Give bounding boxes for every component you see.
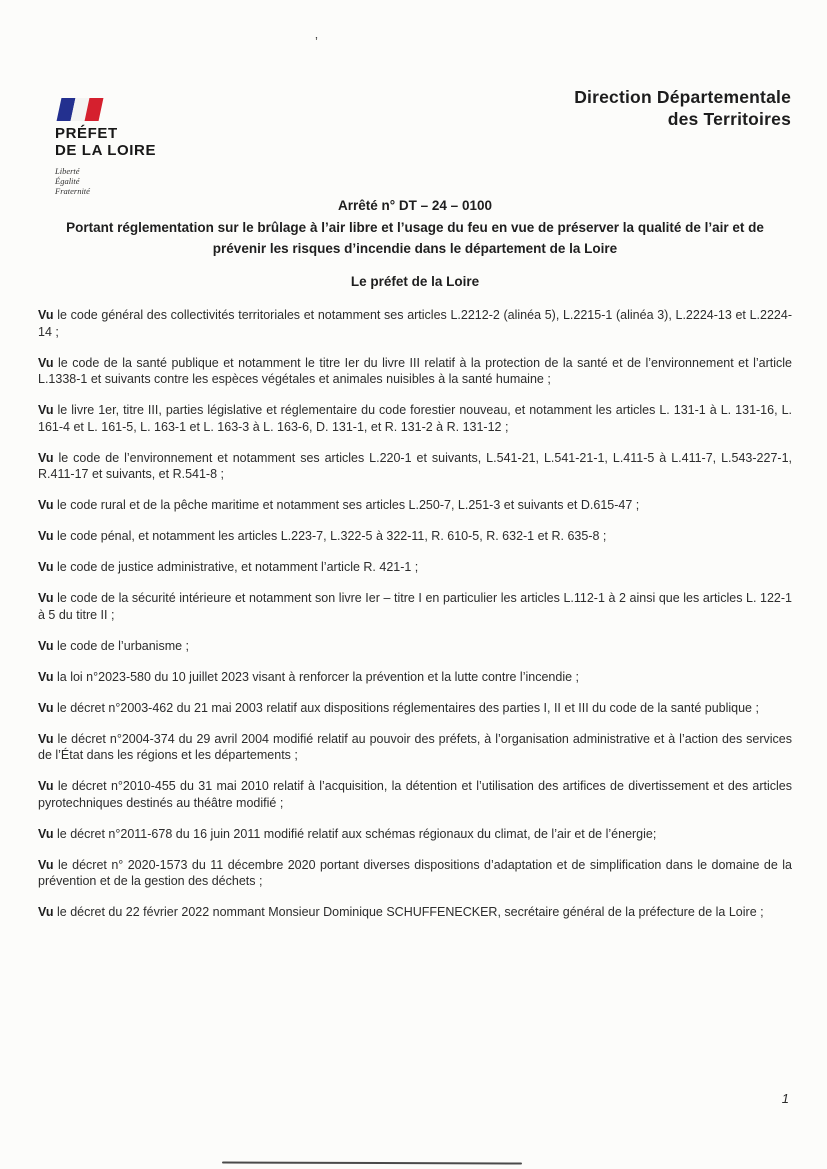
vu-paragraph — [38, 826, 792, 843]
vu-lead: Vu — [38, 857, 54, 872]
vu-text: le code général des collectivités territoriales et notamment ses articles L.2212-2 (alinéa 5), L.2215-1 (alinéa 3), L.2224-13 et L.2224-14 ; — [38, 308, 792, 339]
vu-lead: Vu — [38, 826, 54, 841]
vu-text: le code de l’environnement et notamment ses articles L.220-1 et suivants, L.541-21, L.541-21-1, L.411-5 à L.411-7, L.543-227-1, R.411-17 et suivants, et R.541-8 ; — [38, 450, 792, 481]
arrete-author: Le préfet de la Loire — [350, 274, 480, 289]
vu-lead: Vu — [38, 308, 54, 322]
vu-paragraph — [38, 731, 792, 764]
scan-artifact-mark: ’ — [315, 34, 318, 49]
vu-lead: Vu — [38, 905, 54, 919]
vu-lead: Vu — [38, 779, 54, 793]
vu-lead: Vu — [38, 638, 54, 653]
vu-lead: Vu — [38, 529, 54, 543]
vu-paragraph — [38, 450, 792, 483]
vu-text: le décret n°2003-462 du 21 mai 2003 relatif aux dispositions réglementaires des parties I, II et III du code de la santé publique ; — [57, 700, 759, 715]
arrete-number: Arrêté n° DT – 24 – 0100 — [338, 198, 492, 213]
vu-paragraph — [38, 669, 792, 686]
vu-paragraph — [38, 590, 792, 623]
vu-text: le code rural et de la pêche maritime et notamment ses articles L.250-7, L.251-3 et suivants et D.615-47 ; — [57, 498, 640, 512]
vu-paragraph — [38, 528, 792, 545]
vu-lead: Vu — [38, 450, 54, 465]
vu-text: le code de justice administrative, et notamment l’article R. 421-1 ; — [57, 560, 419, 574]
vu-lead: Vu — [38, 591, 54, 605]
vu-text: le code de la santé publique et notamment le titre Ier du livre III relatif à la protection de la santé et de l’environnement et l’article L.1338-1 et suivants contre les espèces végétales et animales nuisibles à la santé humaine ; — [38, 355, 792, 386]
vu-text: le livre 1er, titre III, parties législative et réglementaire du code forestier nouveau, et notamment les articles L. 131-1 à L. 131-16, L. 161-4 et L. 161-5, L. 163-1 et L. 163-3 à L. 163-6, D. 131-1, et R. 131-2 à R. 131-12 ; — [38, 403, 792, 434]
motto-fraternite: Fraternité — [55, 186, 90, 196]
republic-motto — [55, 166, 245, 196]
vu-lead: Vu — [38, 669, 54, 684]
vu-lead: Vu — [38, 731, 54, 746]
vu-text: le décret n°2011-678 du 16 juin 2011 modifié relatif aux schémas régionaux du climat, de l’air et de l’énergie; — [57, 826, 657, 841]
prefet-name — [55, 125, 245, 159]
vu-paragraph — [38, 778, 792, 811]
motto-egalite: Égalité — [55, 176, 80, 186]
vu-text: le décret n°2010-455 du 31 mai 2010 relatif à l’acquisition, la détention et l’utilisation des artifices de divertissement et des articles pyrotechniques destinés au théâtre modifié ; — [38, 779, 792, 810]
vu-text: le décret n°2004-374 du 29 avril 2004 modifié relatif au pouvoir des préfets, à l’organisation administrative et à l’action des services de l’État dans les régions et les départements ; — [38, 731, 792, 762]
vu-lead: Vu — [38, 700, 54, 715]
vu-paragraph — [38, 700, 792, 717]
vu-paragraph — [38, 355, 792, 388]
vu-paragraph — [38, 307, 792, 340]
direction-title — [574, 86, 791, 130]
prefet-name-line2: DE LA LOIRE — [55, 142, 157, 159]
scan-artifact-line — [222, 1161, 522, 1164]
vu-paragraph — [38, 559, 792, 576]
page-number: 1 — [781, 1091, 789, 1106]
vu-text: le code de la sécurité intérieure et notamment son livre Ier – titre I en particulier les articles L.112-1 à 2 ainsi que les articles L. 122-1 à 5 du titre II ; — [38, 591, 792, 622]
vu-paragraph — [38, 402, 792, 435]
vu-text: le décret du 22 février 2022 nommant Monsieur Dominique SCHUFFENECKER, secrétaire général de la préfecture de la Loire ; — [57, 905, 764, 919]
vu-lead: Vu — [38, 355, 54, 370]
prefet-logo — [55, 98, 245, 196]
vu-text: le décret n° 2020-1573 du 11 décembre 2020 portant diverses dispositions d’adaptation et de simplification dans le domaine de la prévention et de la gestion des déchets ; — [38, 857, 792, 888]
arrete-subject: Portant réglementation sur le brûlage à l’air libre et l’usage du feu en vue de préserver la qualité de l’air et de prévenir les risques d’incendie dans le département de la Loire — [66, 220, 764, 256]
vu-text: le code pénal, et notamment les articles L.223-7, L.322-5 à 322-11, R. 610-5, R. 632-1 et R. 635-8 ; — [57, 529, 607, 543]
direction-line2: des Territoires — [667, 109, 791, 129]
vu-paragraph — [38, 904, 792, 921]
document-content — [38, 198, 792, 935]
vu-lead: Vu — [38, 498, 54, 512]
prefet-name-line1: PRÉFET — [55, 125, 118, 142]
vu-lead: Vu — [38, 403, 54, 417]
vu-paragraph — [38, 638, 792, 655]
vu-text: la loi n°2023-580 du 10 juillet 2023 visant à renforcer la prévention et la lutte contre l’incendie ; — [57, 669, 579, 684]
vu-lead: Vu — [38, 560, 54, 574]
vu-paragraph — [38, 857, 792, 890]
vu-paragraph-list — [38, 307, 792, 921]
vu-paragraph — [38, 497, 792, 514]
direction-line1: Direction Départementale — [574, 87, 791, 107]
french-flag-icon — [57, 98, 104, 121]
vu-text: le code de l’urbanisme ; — [57, 638, 190, 653]
motto-liberte: Liberté — [55, 166, 80, 176]
